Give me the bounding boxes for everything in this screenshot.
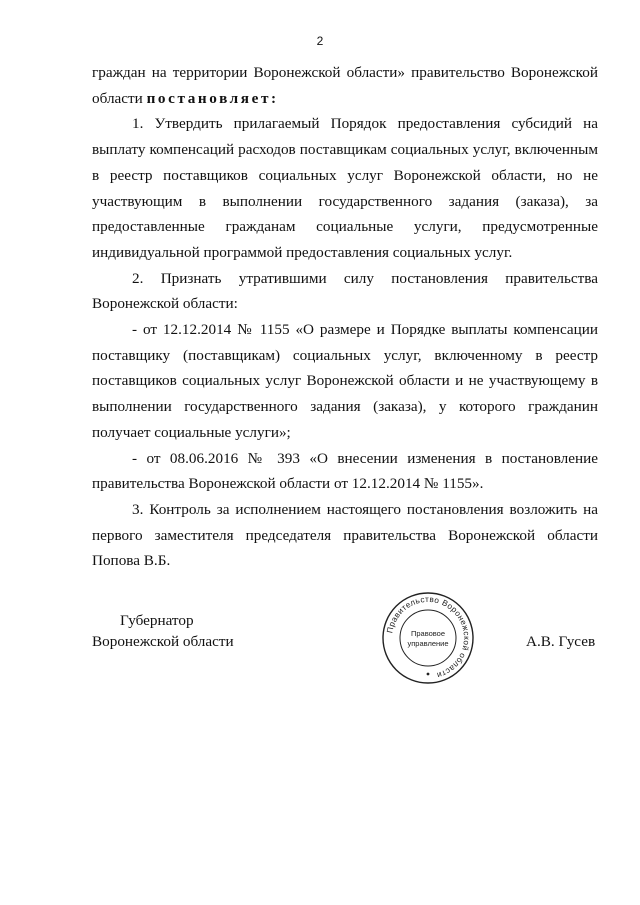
document-body <box>92 60 598 574</box>
signatory-name: А.В. Гусев <box>526 633 596 650</box>
paragraph-intro <box>92 60 598 111</box>
paragraph-repeal-1: - от 12.12.2014 № 1155 «О размере и Порядке выплаты компенсации поставщику (поставщикам) социальных услуг, включенному в реестр поставщиков социальных услуг Воронежской области и не участвующему в выполнении государственного задания (заказа), у которого гражданин получает социальные услуги»; <box>92 321 598 441</box>
signatory-title-line2: Воронежской области <box>92 633 234 650</box>
paragraph-item-3: 3. Контроль за исполнением настоящего постановления возложить на первого заместителя председателя правительства Воронежской области Попова В.Б. <box>92 500 598 570</box>
paragraph-intro-text: граждан на территории Воронежской области» правительство Воронежской области <box>92 64 598 107</box>
stamp-center-line2: управление <box>407 639 449 648</box>
signatory-title <box>92 610 234 652</box>
paragraph-item-1: 1. Утвердить прилагаемый Порядок предоставления субсидий на выплату компенсаций расходов поставщикам социальных услуг, включенным в реестр поставщиков социальных услуг Воронежской области, но не участвующим в выполнении государственного задания (заказа), за предоставленные гражданам социальные услуги, предусмотренные индивидуальной программой предоставления социальных услуг. <box>92 115 598 261</box>
paragraph-repeal-2: - от 08.06.2016 № 393 «О внесении изменения в постановление правительства Воронежской области от 12.12.2014 № 1155». <box>92 449 598 493</box>
paragraph-item-2: 2. Признать утратившими силу постановления правительства Воронежской области: <box>92 269 598 313</box>
resolution-keyword: постановляет: <box>146 89 279 107</box>
stamp-ring-text: Правительство Воронежской области <box>385 594 472 680</box>
page-number: 2 <box>316 34 324 48</box>
signatory-title-line1: Губернатор <box>120 612 194 629</box>
stamp-dot <box>427 673 430 676</box>
official-stamp <box>380 590 476 686</box>
stamp-center-line1: Правовое <box>410 629 446 638</box>
